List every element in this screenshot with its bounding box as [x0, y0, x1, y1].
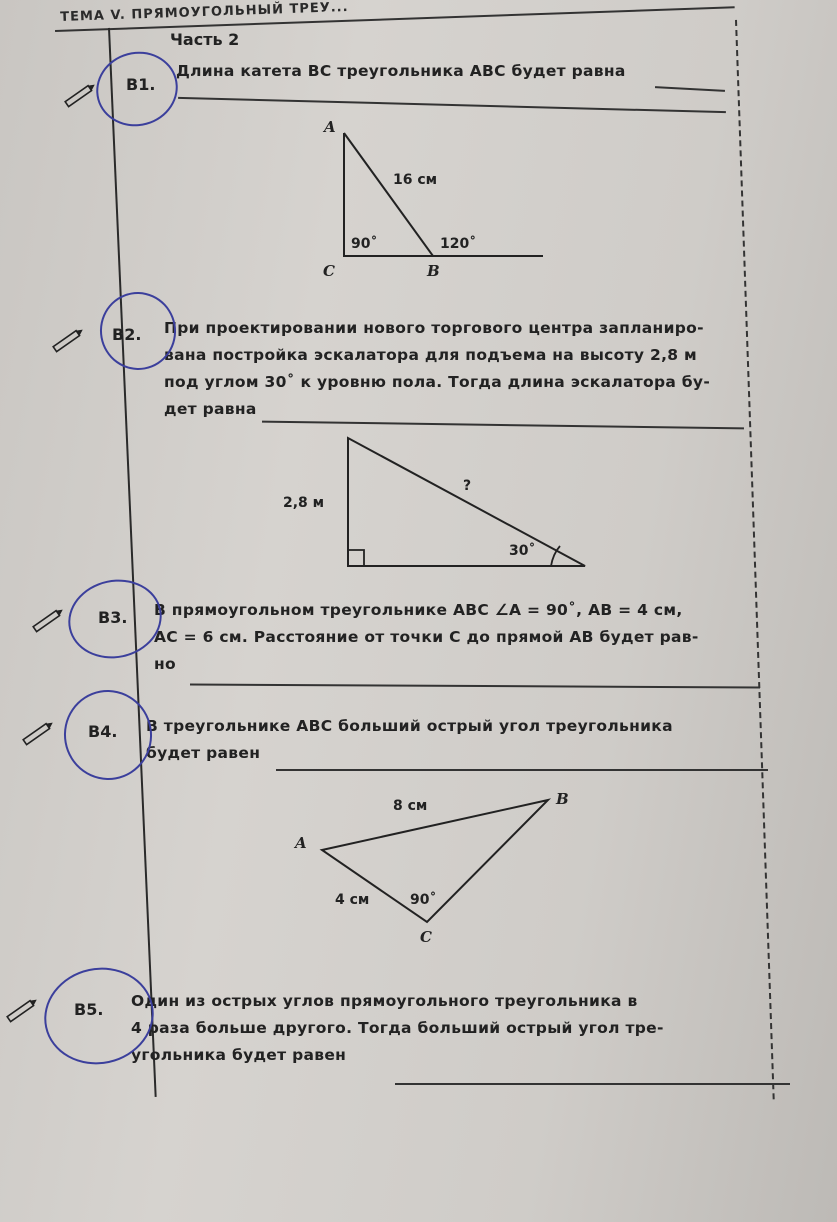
b1-vertex-c: C	[323, 262, 335, 280]
question-b5-text	[131, 988, 664, 1069]
question-b1-line: Длина катета BC треугольника ABC будет равна	[176, 62, 626, 80]
question-b4-line: В треугольнике ABC больший острый угол треугольника	[146, 717, 673, 735]
b2-height-label: 2,8 м	[283, 495, 325, 511]
b4-vertex-b: B	[556, 790, 569, 808]
question-number-b2: В2.	[112, 325, 142, 344]
pencil-icon	[48, 325, 88, 355]
triangle-b2	[348, 438, 585, 566]
b4-angle-c-label: 90˚	[410, 892, 437, 908]
part-title: Часть 2	[170, 30, 240, 49]
question-number-b4: В4.	[88, 722, 118, 741]
question-b2-line: под углом 30˚ к уровню пола. Тогда длина эскалатора бу-	[164, 373, 711, 391]
b1-vertex-b: B	[427, 262, 440, 280]
b4-vertex-a: A	[295, 834, 307, 852]
pencil-icon	[2, 995, 42, 1025]
question-b5-line: 4 раза больше другого. Тогда больший острый угол тре-	[131, 1019, 664, 1037]
b4-side-ab-label: 8 см	[393, 798, 428, 814]
question-number-b5: В5.	[74, 1000, 104, 1019]
question-number-b3: В3.	[98, 608, 128, 627]
b4-vertex-c: C	[420, 928, 432, 946]
right-angle-mark-b2	[348, 550, 364, 566]
question-b5-line: Один из острых углов прямоугольного треугольника в	[131, 992, 638, 1010]
question-b3-text	[154, 597, 699, 678]
question-b2-text	[164, 315, 710, 423]
b1-hypotenuse-label: 16 см	[393, 172, 438, 188]
question-b2-line: вана постройка эскалатора для подъема на высоту 2,8 м	[164, 346, 698, 364]
question-b5-line: угольника будет равен	[131, 1046, 347, 1064]
pencil-icon	[60, 80, 100, 110]
question-b3-line: AC = 6 см. Расстояние от точки C до прямой AB будет рав-	[154, 628, 699, 646]
b4-side-ac-label: 4 см	[335, 892, 370, 908]
pencil-icon	[18, 718, 58, 748]
pencil-icon	[28, 605, 68, 635]
question-number-b1: В1.	[126, 75, 156, 94]
header-title: ТЕМА V. ПРЯМОУГОЛЬНЫЙ ТРЕУ...	[60, 0, 349, 25]
b1-angle-b-label: 120˚	[440, 236, 477, 252]
question-b4-text	[146, 713, 673, 767]
b1-angle-c-label: 90˚	[351, 236, 378, 252]
question-b2-line: При проектировании нового торгового центра запланиро-	[164, 319, 704, 337]
answer-line-b5[interactable]	[395, 1083, 790, 1085]
question-b4-line: будет равен	[146, 744, 261, 762]
b1-vertex-a: A	[324, 118, 336, 136]
b2-hypotenuse-label: ?	[463, 478, 472, 494]
question-b3-line: В прямоугольном треугольнике ABC ∠A = 90˚, AB = 4 см,	[154, 601, 683, 619]
question-b2-line: дет равна	[164, 400, 257, 418]
b2-angle-label: 30˚	[509, 543, 536, 559]
question-b3-line: но	[154, 655, 176, 673]
answer-line-b4[interactable]	[276, 769, 768, 771]
